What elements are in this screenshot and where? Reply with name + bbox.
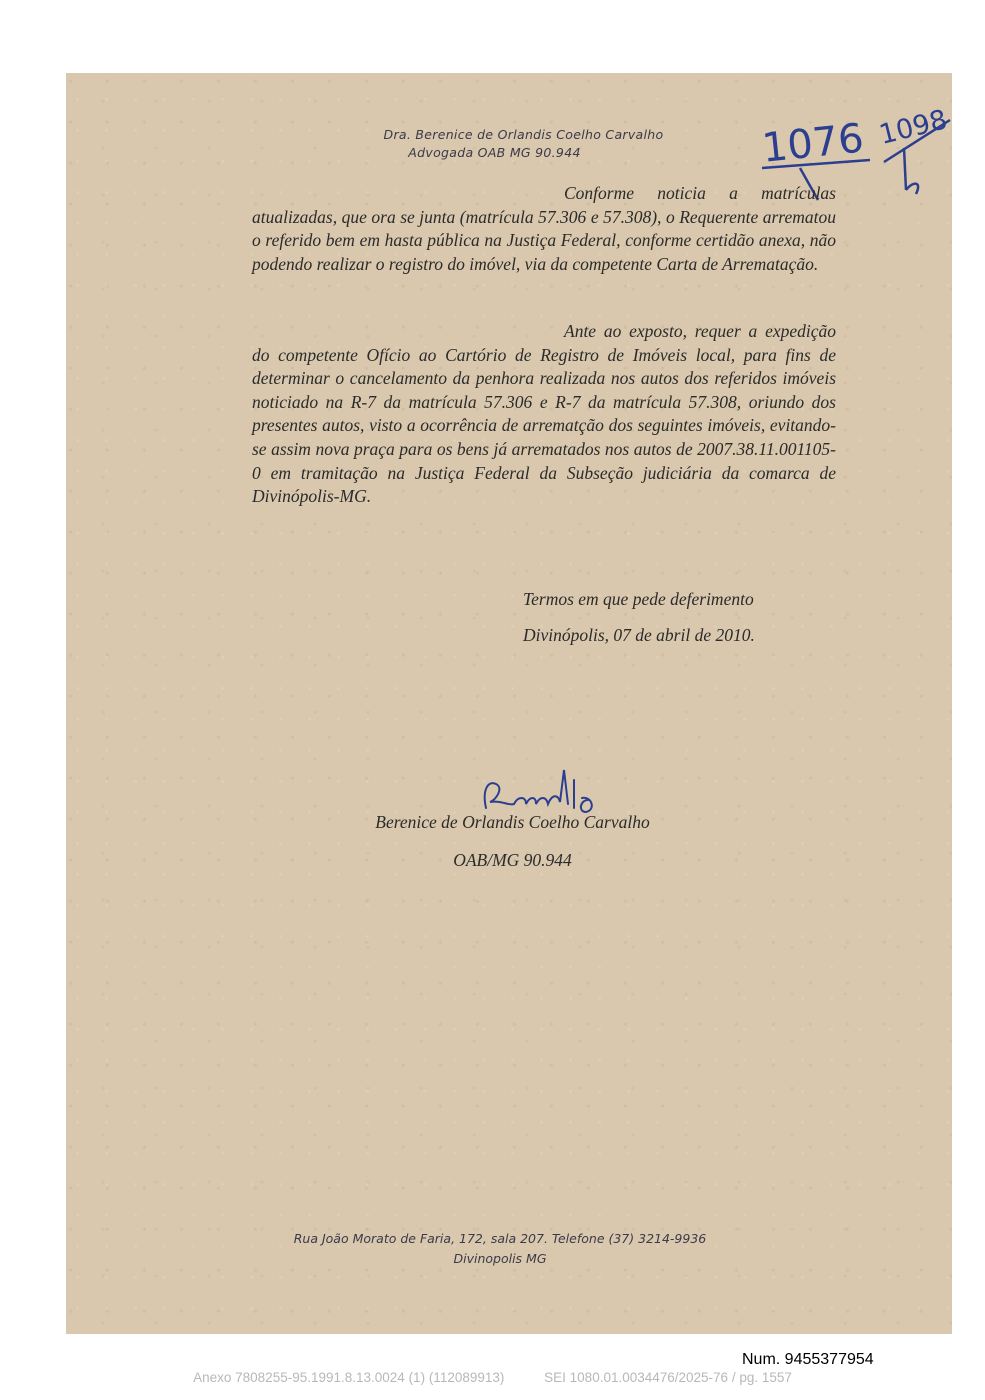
handwritten-signature xyxy=(478,760,618,820)
closing-request: Termos em que pede deferimento xyxy=(523,589,754,609)
paragraph-2-text: Ante ao exposto, requer a expedição do competente Ofício ao Cartório de Registro de Imóveis local, para fins de determinar o cancelamento da penhora realizada nos autos dos referidos imóveis noticiado na R-7 da matrícula 57.306 e R-7 da matrícula 57.308, oriundo dos presentes autos, visto a ocorrência de arrematção dos seguintes imóveis, evitando-se assim nova praça para os bens já arrematados nos autos de 2007.38.11.001105-0 em tramitação na Justiça Federal da Subseção judiciária da comarca de Divinópolis-MG. xyxy=(252,321,836,507)
footer-city: Divinopolis MG xyxy=(453,1251,547,1266)
annex-reference: Anexo 7808255-95.1991.8.13.0024 (1) (112089913) xyxy=(193,1370,505,1385)
letterhead-name: Dra. Berenice de Orlandis Coelho Carvalho xyxy=(383,127,664,142)
handwritten-number-1076: 1076 xyxy=(759,115,866,172)
paragraph-2 xyxy=(252,320,836,509)
signer-oab: OAB/MG 90.944 xyxy=(453,850,572,870)
letterhead xyxy=(0,126,985,162)
closing-date: Divinópolis, 07 de abril de 2010. xyxy=(523,625,755,645)
paragraph-1-text: Conforme noticia a matrículas atualizadas, que ora se junta (matrícula 57.306 e 57.308), o Requerente arrematou o referido bem em hasta pública na Justiça Federal, conforme certidão anexa, não podendo realizar o registro do imóvel, via da competente Carta de Arrematação. xyxy=(252,183,836,274)
annex-stamp xyxy=(0,1370,985,1385)
sei-reference: SEI 1080.01.0034476/2025-76 / pg. 1557 xyxy=(544,1370,792,1385)
letterhead-oab: Advogada OAB MG 90.944 xyxy=(408,145,581,160)
paragraph-1 xyxy=(252,182,836,276)
footer-address xyxy=(0,1229,985,1269)
handwritten-number-1098: 1098 xyxy=(876,104,951,151)
footer-street: Rua João Morato de Faria, 172, sala 207. Telefone (37) 3214-9936 xyxy=(293,1231,707,1246)
document-number: Num. 9455377954 xyxy=(742,1351,874,1368)
signer-name: Berenice de Orlandis Coelho Carvalho xyxy=(375,812,650,832)
